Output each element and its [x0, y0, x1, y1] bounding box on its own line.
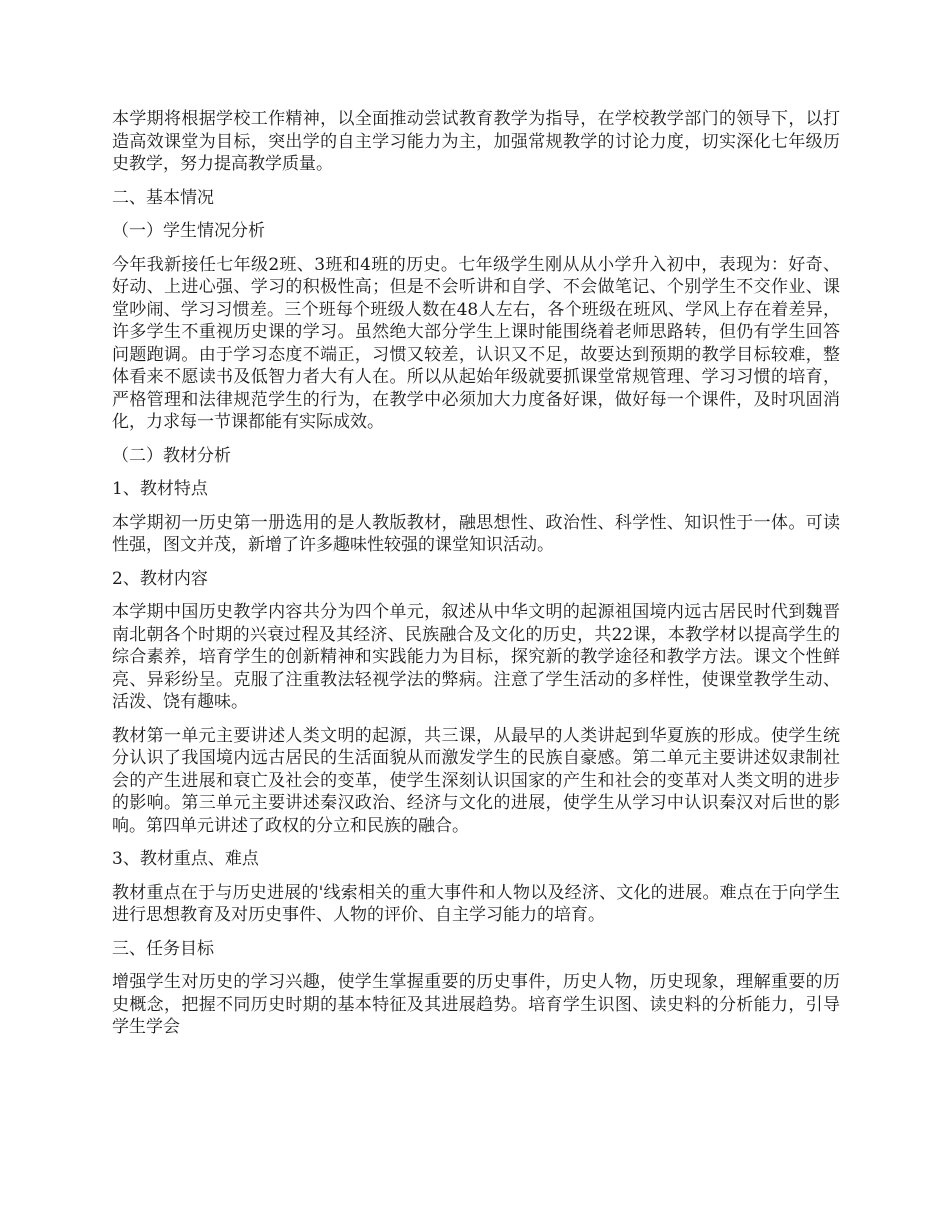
textbook-features-paragraph: 本学期初一历史第一册选用的是人教版教材，融思想性、政治性、科学性、知识性于一体。可读性强，图文并茂，新增了许多趣味性较强的课堂知识活动。	[112, 512, 840, 555]
section-heading-basic-situation: 二、基本情况	[112, 187, 214, 208]
subsection-heading-textbook-analysis: （二）教材分析	[112, 445, 231, 466]
section-heading-task-goals: 三、任务目标	[112, 938, 214, 959]
heading-key-difficult-points: 3、教材重点、难点	[112, 849, 259, 869]
document-page	[112, 108, 840, 1050]
textbook-content-paragraph: 本学期中国历史教学内容共分为四个单元，叙述从中华文明的起源祖国境内远古居民时代到魏晋南北朝各个时期的兴衰过程及其经济、民族融合及文化的历史，共22课，本教学材以提高学生的综合素养，培育学生的创新精神和实践能力为目标，探究新的教学途径和教学方法。课文个性鲜亮、异彩纷呈。克服了注重教法轻视学法的弊病。注意了学生活动的多样性，使课堂教学生动、活泼、饶有趣味。	[112, 602, 840, 712]
units-description-paragraph: 教材第一单元主要讲述人类文明的起源，共三课，从最早的人类讲起到华夏族的形成。使学生统分认识了我国境内远古居民的生活面貌从而激发学生的民族自豪感。第二单元主要讲述奴隶制社会的产生进展和衰亡及社会的变革，使学生深刻认识国家的产生和社会的变革对人类文明的进步的影响。第三单元主要讲述秦汉政治、经济与文化的进展，使学生从学习中认识秦汉对后世的影响。第四单元讲述了政权的分立和民族的融合。	[112, 725, 840, 836]
subsection-heading-student-analysis: （一）学生情况分析	[112, 221, 265, 241]
task-goals-paragraph: 增强学生对历史的学习兴趣，使学生掌握重要的历史事件，历史人物，历史现象，理解重要的历史概念，把握不同历史时期的基本特征及其进展趋势。培育学生识图、读史料的分析能力，引导学生学会	[112, 972, 840, 1037]
heading-textbook-content: 2、教材内容	[112, 568, 208, 589]
student-analysis-paragraph: 今年我新接任七年级2班、3班和4班的历史。七年级学生刚从从小学升入初中，表现为：好奇、好动、上进心强、学习的积极性高；但是不会听讲和自学、不会做笔记、个别学生不交作业、课堂吵闹、学习习惯差。三个班每个班级人数在48人左右，各个班级在班风、学风上存在着差异，许多学生不重视历史课的学习。虽然绝大部分学生上课时能围绕着老师思路转，但仍有学生回答问题跑调。由于学习态度不端正，习惯又较差，认识又不足，故要达到预期的教学目标较难，整体看来不愿读书及低智力者大有人在。所以从起始年级就要抓课堂常规管理、学习习惯的培育，严格管理和法律规范学生的行为，在教学中必须加大力度备好课，做好每一个课件，及时巩固消化，力求每一节课都能有实际成效。	[112, 254, 840, 432]
key-difficult-points-paragraph: 教材重点在于与历史进展的'线索相关的重大事件和人物以及经济、文化的进展。难点在于向学生进行思想教育及对历史事件、人物的评价、自主学习能力的培育。	[112, 882, 840, 925]
heading-textbook-features: 1、教材特点	[112, 479, 208, 499]
intro-paragraph: 本学期将根据学校工作精神，以全面推动尝试教育教学为指导，在学校教学部门的领导下，以打造高效课堂为目标，突出学的自主学习能力为主，加强常规教学的讨论力度，切实深化七年级历史教学，努力提高教学质量。	[112, 109, 840, 174]
